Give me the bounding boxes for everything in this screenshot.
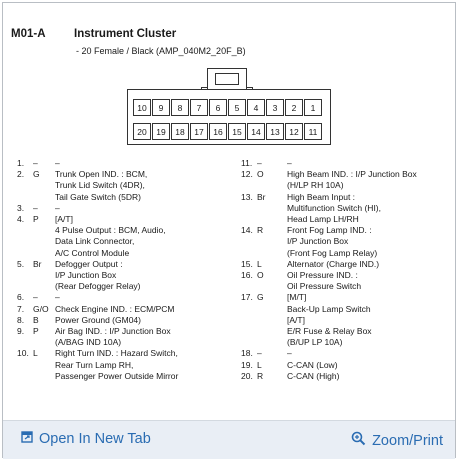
connector-pin: 13	[266, 123, 284, 140]
connector-pin: 19	[152, 123, 170, 140]
pin-entry	[17, 326, 233, 348]
pin-num: 2.	[17, 169, 25, 180]
connector-pin: 9	[152, 99, 170, 116]
pin-list-left	[17, 158, 233, 382]
pin-wire: G/O	[33, 303, 49, 314]
pin-entry	[241, 371, 451, 382]
connector-pin: 14	[247, 123, 265, 140]
pin-entry	[241, 192, 451, 226]
open-in-new-tab-link[interactable]	[21, 431, 151, 447]
pin-num: 13.	[241, 191, 253, 202]
zoom-print-link[interactable]	[351, 431, 443, 450]
pin-desc: –	[287, 158, 292, 168]
pin-entry	[241, 270, 451, 292]
pin-num: 17.	[241, 292, 253, 303]
zoom-icon	[351, 431, 366, 450]
pin-entry	[241, 292, 451, 348]
pin-num: 14.	[241, 225, 253, 236]
connector-pin: 17	[190, 123, 208, 140]
pin-desc: –	[55, 292, 60, 303]
pin-entry	[17, 214, 233, 259]
pin-num: 16.	[241, 270, 253, 281]
connector-document	[3, 3, 455, 419]
pin-wire: G	[33, 169, 40, 180]
pin-desc: Power Ground (GM04)	[55, 314, 141, 325]
pin-desc: High Beam Input : Multifunction Switch (HI), Head Lamp LH/RH	[287, 191, 381, 225]
pin-wire: L	[33, 348, 38, 359]
pin-num: 9.	[17, 326, 25, 337]
pin-entry	[17, 315, 233, 326]
pin-num: 11.	[241, 158, 253, 168]
pin-num: 7.	[17, 303, 25, 314]
pin-num: 20.	[241, 370, 253, 381]
pin-wire: –	[257, 348, 262, 359]
connector-subtitle: - 20 Female / Black (AMP_040M2_20F_B)	[76, 46, 246, 56]
open-in-new-tab-icon	[21, 431, 33, 447]
pin-desc: –	[55, 202, 60, 213]
pin-num: 8.	[17, 314, 25, 325]
connector-pin: 16	[209, 123, 227, 140]
pin-entry	[241, 348, 451, 359]
pin-num: 18.	[241, 348, 253, 359]
pin-num: 12.	[241, 169, 253, 180]
connector-pin: 18	[171, 123, 189, 140]
pin-desc: Right Turn IND. : Hazard Switch, Rear Turn Lamp RH, Passenger Power Outside Mirror	[55, 348, 179, 381]
pin-wire: Br	[257, 191, 266, 202]
pin-desc: –	[55, 158, 60, 168]
connector-pin: 15	[228, 123, 246, 140]
open-in-new-tab-label: Open In New Tab	[39, 431, 151, 447]
pin-desc: C-CAN (High)	[287, 370, 340, 381]
pin-num: 1.	[17, 158, 25, 168]
pin-desc: Oil Pressure IND. : Oil Pressure Switch	[287, 270, 362, 292]
connector-latch-slot	[215, 73, 239, 85]
pin-desc: Alternator (Charge IND.)	[287, 258, 380, 269]
pin-entry	[17, 203, 233, 214]
pin-desc: High Beam IND. : I/P Junction Box (H/LP RH 10A)	[287, 169, 417, 191]
pin-desc: Air Bag IND. : I/P Junction Box (A/BAG IND 10A)	[55, 326, 171, 348]
pin-entry	[241, 225, 451, 259]
pin-desc: Front Fog Lamp IND. : I/P Junction Box (Front Fog Lamp Relay)	[287, 225, 378, 258]
pin-entry	[17, 292, 233, 303]
pin-row-bottom	[133, 123, 323, 140]
pin-wire: L	[257, 258, 262, 269]
pin-entry	[17, 304, 233, 315]
connector-title: Instrument Cluster	[74, 28, 177, 40]
pin-desc: –	[287, 348, 292, 359]
pin-desc: Trunk Open IND. : BCM, Trunk Lid Switch (4DR), Tail Gate Switch (5DR)	[55, 169, 148, 202]
pin-desc: [M/T] Back-Up Lamp Switch [A/T] E/R Fuse & Relay Box (B/UP LP 10A)	[287, 292, 372, 348]
connector-pin: 20	[133, 123, 151, 140]
pin-wire: –	[33, 158, 38, 168]
pin-entry	[241, 169, 451, 191]
pin-num: 5.	[17, 258, 25, 269]
connector-pin: 6	[209, 99, 227, 116]
connector-code: M01-A	[11, 28, 46, 40]
pin-wire: P	[33, 214, 39, 225]
footer-bar	[3, 420, 455, 459]
pin-entry	[17, 348, 233, 382]
pin-wire: G	[257, 292, 264, 303]
pin-wire: L	[257, 359, 262, 370]
pin-entry	[241, 360, 451, 371]
pin-wire: R	[257, 370, 264, 381]
pin-wire: –	[257, 158, 262, 168]
connector-pin: 1	[304, 99, 322, 116]
pin-entry	[17, 158, 233, 169]
connector-pin: 12	[285, 123, 303, 140]
pin-num: 19.	[241, 359, 253, 370]
pin-desc: [A/T] 4 Pulse Output : BCM, Audio, Data Link Connector, A/C Control Module	[55, 214, 166, 258]
pin-entry	[241, 259, 451, 270]
pin-wire: P	[33, 326, 39, 337]
connector-pin: 8	[171, 99, 189, 116]
pin-row-top	[133, 99, 323, 116]
connector-pin: 7	[190, 99, 208, 116]
pin-wire: Br	[33, 258, 42, 269]
pin-wire: O	[257, 270, 264, 281]
pin-num: 4.	[17, 214, 25, 225]
connector-pin: 2	[285, 99, 303, 116]
pin-num: 3.	[17, 202, 25, 213]
pin-num: 6.	[17, 292, 25, 303]
pin-desc: C-CAN (Low)	[287, 359, 338, 370]
pin-wire: –	[33, 202, 38, 213]
pin-wire: –	[33, 292, 38, 303]
connector-pin: 11	[304, 123, 322, 140]
connector-pin: 4	[247, 99, 265, 116]
pin-desc: Check Engine IND. : ECM/PCM	[55, 303, 175, 314]
pin-num: 10.	[17, 348, 29, 359]
pin-wire: R	[257, 225, 264, 236]
connector-pin: 3	[266, 99, 284, 116]
connector-pin: 10	[133, 99, 151, 116]
pin-list-right	[241, 158, 451, 382]
pin-wire: O	[257, 169, 264, 180]
pin-entry	[241, 158, 451, 169]
document-frame	[2, 2, 456, 458]
pin-desc: Defogger Output : I/P Junction Box (Rear Defogger Relay)	[55, 258, 141, 292]
pin-num: 15.	[241, 258, 253, 269]
pin-wire: B	[33, 314, 39, 325]
zoom-print-label: Zoom/Print	[372, 432, 443, 449]
pin-entry	[17, 169, 233, 203]
connector-pin: 5	[228, 99, 246, 116]
pin-entry	[17, 259, 233, 293]
